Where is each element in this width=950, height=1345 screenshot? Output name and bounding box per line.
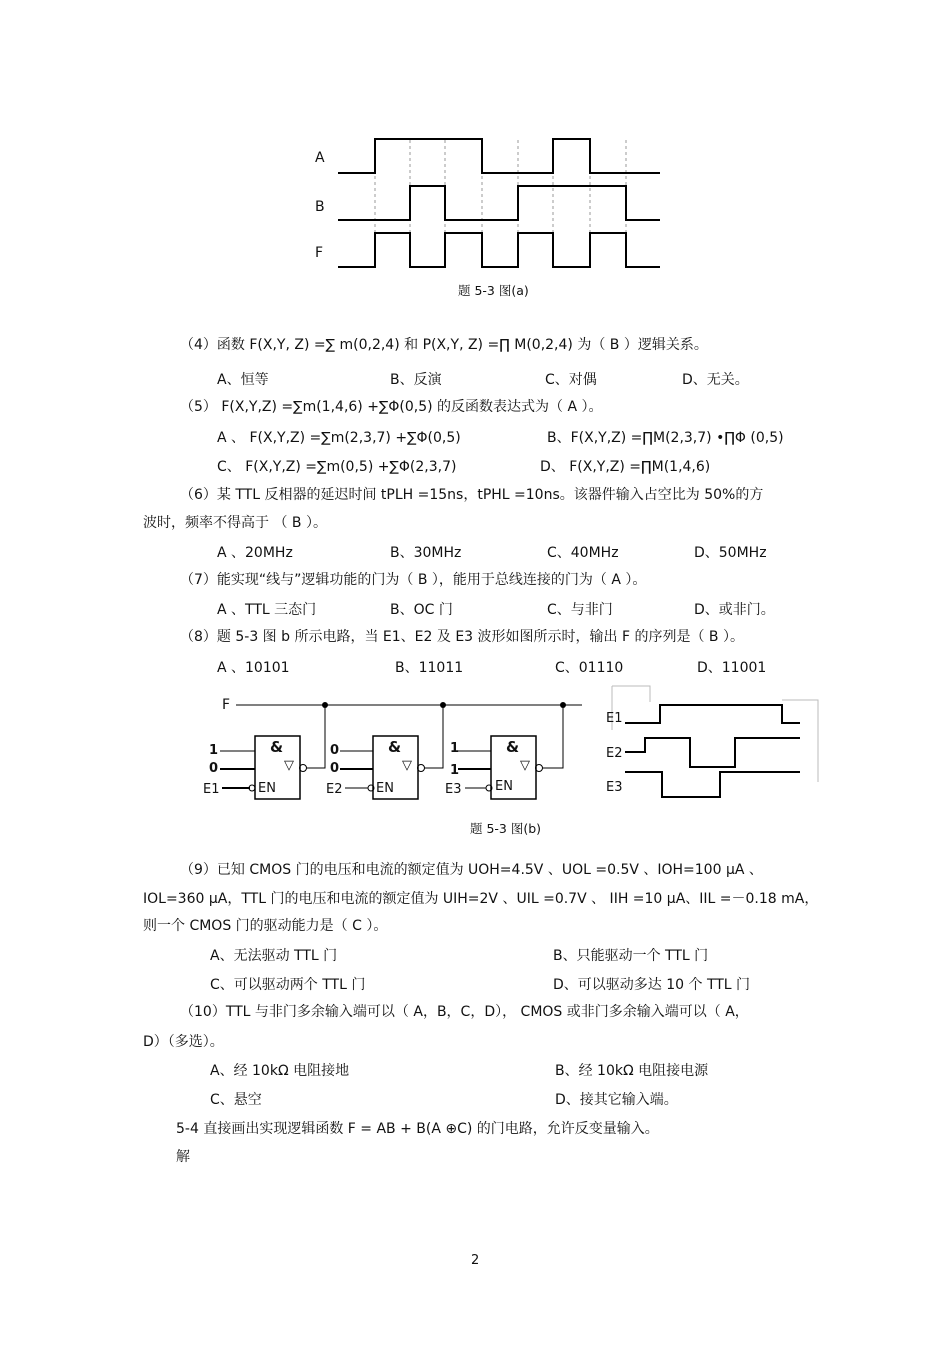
waveform-label-E2: E2	[606, 746, 623, 761]
q6-option-d: D、50MHz	[694, 545, 767, 561]
and-symbol-3: &	[506, 738, 520, 756]
waveform-label-B: B	[315, 199, 325, 215]
gate1-input2: 0	[209, 761, 219, 776]
enable-input-E1-label: E1	[203, 782, 220, 797]
waveform-E3	[625, 772, 800, 797]
waveform-label-F: F	[315, 245, 324, 261]
question-4: （4）函数 F(X,Y, Z) =∑ m(0,2,4) 和 P(X,Y, Z) =∏ M(0,2,4) 为（ B ）逻辑关系。	[180, 337, 708, 353]
and-symbol-2: &	[388, 738, 402, 756]
q9-option-d: D、可以驱动多达 10 个 TTL 门	[553, 977, 751, 993]
gate3-input2: 1	[450, 763, 460, 778]
enable-label-2: EN	[376, 781, 394, 796]
waveform-label-A: A	[315, 150, 325, 166]
q4-option-c: C、对偶	[545, 372, 597, 388]
q4-option-a: A、恒等	[217, 372, 269, 388]
q5-option-d: D、 F(X,Y,Z) =∏M(1,4,6)	[540, 459, 711, 475]
q4-option-d: D、无关。	[682, 372, 749, 388]
q6-option-c: C、40MHz	[547, 545, 619, 561]
q5-option-b: B、F(X,Y,Z) =∏M(2,3,7) •∏Φ (0,5)	[547, 430, 784, 446]
waveform-E1	[625, 705, 800, 723]
question-8: （8）题 5-3 图 b 所示电路，当 E1、E2 及 E3 波形如图所示时，输出 F 的序列是（ B ）。	[180, 629, 744, 645]
bus-label-F: F	[222, 697, 231, 713]
enable-input-E2-label: E2	[326, 782, 343, 797]
tristate-symbol-1: ▽	[284, 758, 294, 773]
q7-option-d: D、或非门。	[694, 602, 775, 618]
and-symbol-1: &	[270, 738, 284, 756]
question-9-line3: 则一个 CMOS 门的驱动能力是（ C ）。	[143, 918, 388, 934]
q8-option-d: D、11001	[697, 660, 767, 676]
q10-option-b: B、经 10kΩ 电阻接电源	[555, 1063, 709, 1079]
gate2-input2: 0	[330, 761, 340, 776]
q8-option-b: B、11011	[395, 660, 464, 676]
figure-a-caption: 题 5-3 图(a)	[458, 283, 529, 298]
question-10-line1: （10）TTL 与非门多余输入端可以（ A，B，C，D）， CMOS 或非门多余输入端可以（ A，	[180, 1004, 749, 1020]
answer-label: 解	[176, 1149, 190, 1165]
q6-option-b: B、30MHz	[390, 545, 462, 561]
figure-b-caption: 题 5-3 图(b)	[470, 821, 542, 836]
q8-option-c: C、01110	[555, 660, 624, 676]
question-9-line1: （9）已知 CMOS 门的电压和电流的额定值为 UOH=4.5V 、UOL =0.5V 、IOH=100 μA 、	[180, 862, 763, 878]
gate2-input1: 0	[330, 743, 340, 758]
q5-option-c: C、 F(X,Y,Z) =∑m(0,5) +∑Φ(2,3,7)	[217, 459, 457, 475]
enable-label-1: EN	[258, 781, 276, 796]
q7-option-a: A 、TTL 三态门	[217, 602, 317, 618]
question-6-line2: 波时，频率不得高于 （ B ）。	[143, 515, 327, 531]
q4-option-b: B、反演	[390, 372, 442, 388]
q7-option-b: B、OC 门	[390, 602, 453, 618]
question-6-line1: （6）某 TTL 反相器的延迟时间 tPLH =15ns，tPHL =10ns。该器件输入占空比为 50%的方	[180, 487, 764, 503]
enable-input-E3-label: E3	[445, 782, 462, 797]
question-5: （5） F(X,Y,Z) =∑m(1,4,6) +∑Φ(0,5) 的反函数表达式为（ A ）。	[180, 399, 603, 415]
q8-option-a: A 、10101	[217, 660, 290, 676]
tristate-symbol-3: ▽	[520, 758, 530, 773]
waveform-E2	[625, 738, 800, 767]
page-number: 2	[471, 1253, 480, 1268]
q10-option-c: C、悬空	[210, 1092, 262, 1108]
q5-option-a: A 、 F(X,Y,Z) =∑m(2,3,7) +∑Φ(0,5)	[217, 430, 461, 446]
q10-option-d: D、接其它输入端。	[555, 1092, 678, 1108]
question-5-4: 5-4 直接画出实现逻辑函数 F = AB + B(A ⊕C) 的门电路，允许反变量输入。	[176, 1121, 659, 1137]
enable-label-3: EN	[495, 779, 513, 794]
question-9-line2: IOL=360 μA，TTL 门的电压和电流的额定值为 UIH=2V 、UIL =0.7V 、 IIH =10 μA、IIL =－0.18 mA，	[143, 891, 819, 907]
gate1-input1: 1	[209, 743, 219, 758]
question-10-line2: D）（多选）。	[143, 1034, 224, 1050]
q6-option-a: A 、20MHz	[217, 545, 293, 561]
q7-option-c: C、与非门	[547, 602, 613, 618]
q9-option-a: A、无法驱动 TTL 门	[210, 948, 338, 964]
question-7: （7）能实现“线与”逻辑功能的门为（ B ），能用于总线连接的门为（ A ）。	[180, 572, 647, 588]
gate3-input1: 1	[450, 741, 460, 756]
waveform-label-E1: E1	[606, 711, 623, 726]
tristate-symbol-2: ▽	[402, 758, 412, 773]
waveform-label-E3: E3	[606, 780, 623, 795]
q9-option-c: C、可以驱动两个 TTL 门	[210, 977, 366, 993]
q10-option-a: A、经 10kΩ 电阻接地	[210, 1063, 350, 1079]
q9-option-b: B、只能驱动一个 TTL 门	[553, 948, 709, 964]
